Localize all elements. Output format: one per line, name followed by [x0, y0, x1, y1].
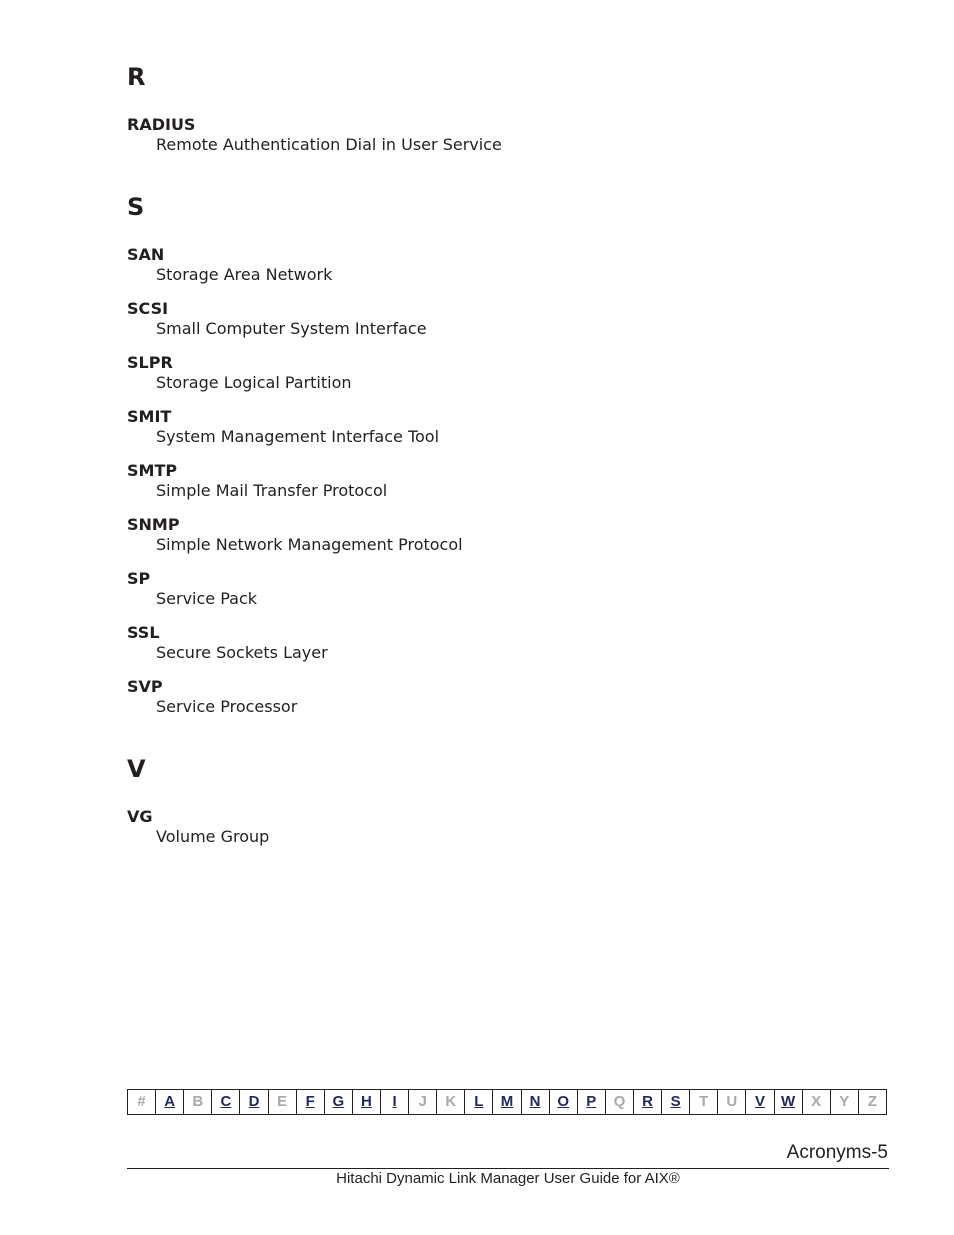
index-letter-p[interactable]: P: [578, 1090, 606, 1114]
acronym-term: SAN: [127, 245, 165, 264]
acronym-term: SCSI: [127, 299, 169, 318]
page-number: Acronyms-5: [786, 1142, 888, 1163]
acronym-definition: Service Processor: [156, 697, 298, 716]
index-letter-t: T: [690, 1090, 718, 1114]
acronym-definition: Storage Logical Partition: [156, 373, 352, 392]
index-letter-r[interactable]: R: [634, 1090, 662, 1114]
index-letter-y: Y: [831, 1090, 859, 1114]
acronym-entry: [127, 299, 889, 339]
acronym-term: SMIT: [127, 407, 172, 426]
alphabet-index-nav: [127, 1089, 887, 1115]
index-letter-w[interactable]: W: [775, 1090, 803, 1114]
acronym-definition: Simple Mail Transfer Protocol: [156, 481, 388, 500]
acronym-entry: [127, 623, 889, 663]
index-letter-e: E: [269, 1090, 297, 1114]
index-letter-m[interactable]: M: [493, 1090, 521, 1114]
acronym-term: SSL: [127, 623, 160, 642]
acronym-term: SNMP: [127, 515, 180, 534]
acronym-definition: System Management Interface Tool: [156, 427, 440, 446]
acronym-definition: Volume Group: [156, 827, 270, 846]
acronym-entry: [127, 245, 889, 285]
acronym-term: SP: [127, 569, 151, 588]
acronym-definition: Small Computer System Interface: [156, 319, 427, 338]
acronym-entry: [127, 353, 889, 393]
index-letter-x: X: [803, 1090, 831, 1114]
index-letter-a[interactable]: A: [156, 1090, 184, 1114]
footer-guide-title: Hitachi Dynamic Link Manager User Guide for AIX®: [336, 1170, 680, 1187]
index-letter-hash: #: [128, 1090, 156, 1114]
index-letter-o[interactable]: O: [550, 1090, 578, 1114]
acronym-entry: [127, 807, 889, 847]
acronym-definition: Storage Area Network: [156, 265, 333, 284]
index-letter-q: Q: [606, 1090, 634, 1114]
section-heading: R: [127, 63, 146, 91]
index-letter-h[interactable]: H: [353, 1090, 381, 1114]
index-letter-d[interactable]: D: [240, 1090, 268, 1114]
acronym-definition: Remote Authentication Dial in User Service: [156, 135, 502, 154]
acronym-entry: [127, 569, 889, 609]
acronym-definition: Simple Network Management Protocol: [156, 535, 463, 554]
index-letter-g[interactable]: G: [325, 1090, 353, 1114]
acronym-entry: [127, 677, 889, 717]
acronym-definition: Secure Sockets Layer: [156, 643, 328, 662]
acronym-entry: [127, 461, 889, 501]
acronym-term: SMTP: [127, 461, 178, 480]
index-letter-j: J: [409, 1090, 437, 1114]
section-heading: S: [127, 193, 145, 221]
index-letter-c[interactable]: C: [212, 1090, 240, 1114]
index-letter-b: B: [184, 1090, 212, 1114]
index-letter-n[interactable]: N: [522, 1090, 550, 1114]
index-letter-v[interactable]: V: [746, 1090, 774, 1114]
acronym-term: RADIUS: [127, 115, 196, 134]
index-letter-u: U: [718, 1090, 746, 1114]
acronym-entry: [127, 115, 889, 155]
section-v: [127, 754, 889, 847]
acronym-entry: [127, 515, 889, 555]
acronym-term: SVP: [127, 677, 163, 696]
section-heading: V: [127, 755, 146, 783]
index-letter-s[interactable]: S: [662, 1090, 690, 1114]
index-letter-f[interactable]: F: [297, 1090, 325, 1114]
acronym-entry: [127, 407, 889, 447]
index-letter-i[interactable]: I: [381, 1090, 409, 1114]
acronym-list: [127, 62, 889, 861]
index-letter-l[interactable]: L: [465, 1090, 493, 1114]
index-letter-k: K: [437, 1090, 465, 1114]
index-letter-z: Z: [867, 1093, 877, 1110]
section-r: [127, 62, 889, 155]
acronym-term: SLPR: [127, 353, 173, 372]
acronym-definition: Service Pack: [156, 589, 258, 608]
acronym-term: VG: [127, 807, 153, 826]
section-s: [127, 192, 889, 717]
